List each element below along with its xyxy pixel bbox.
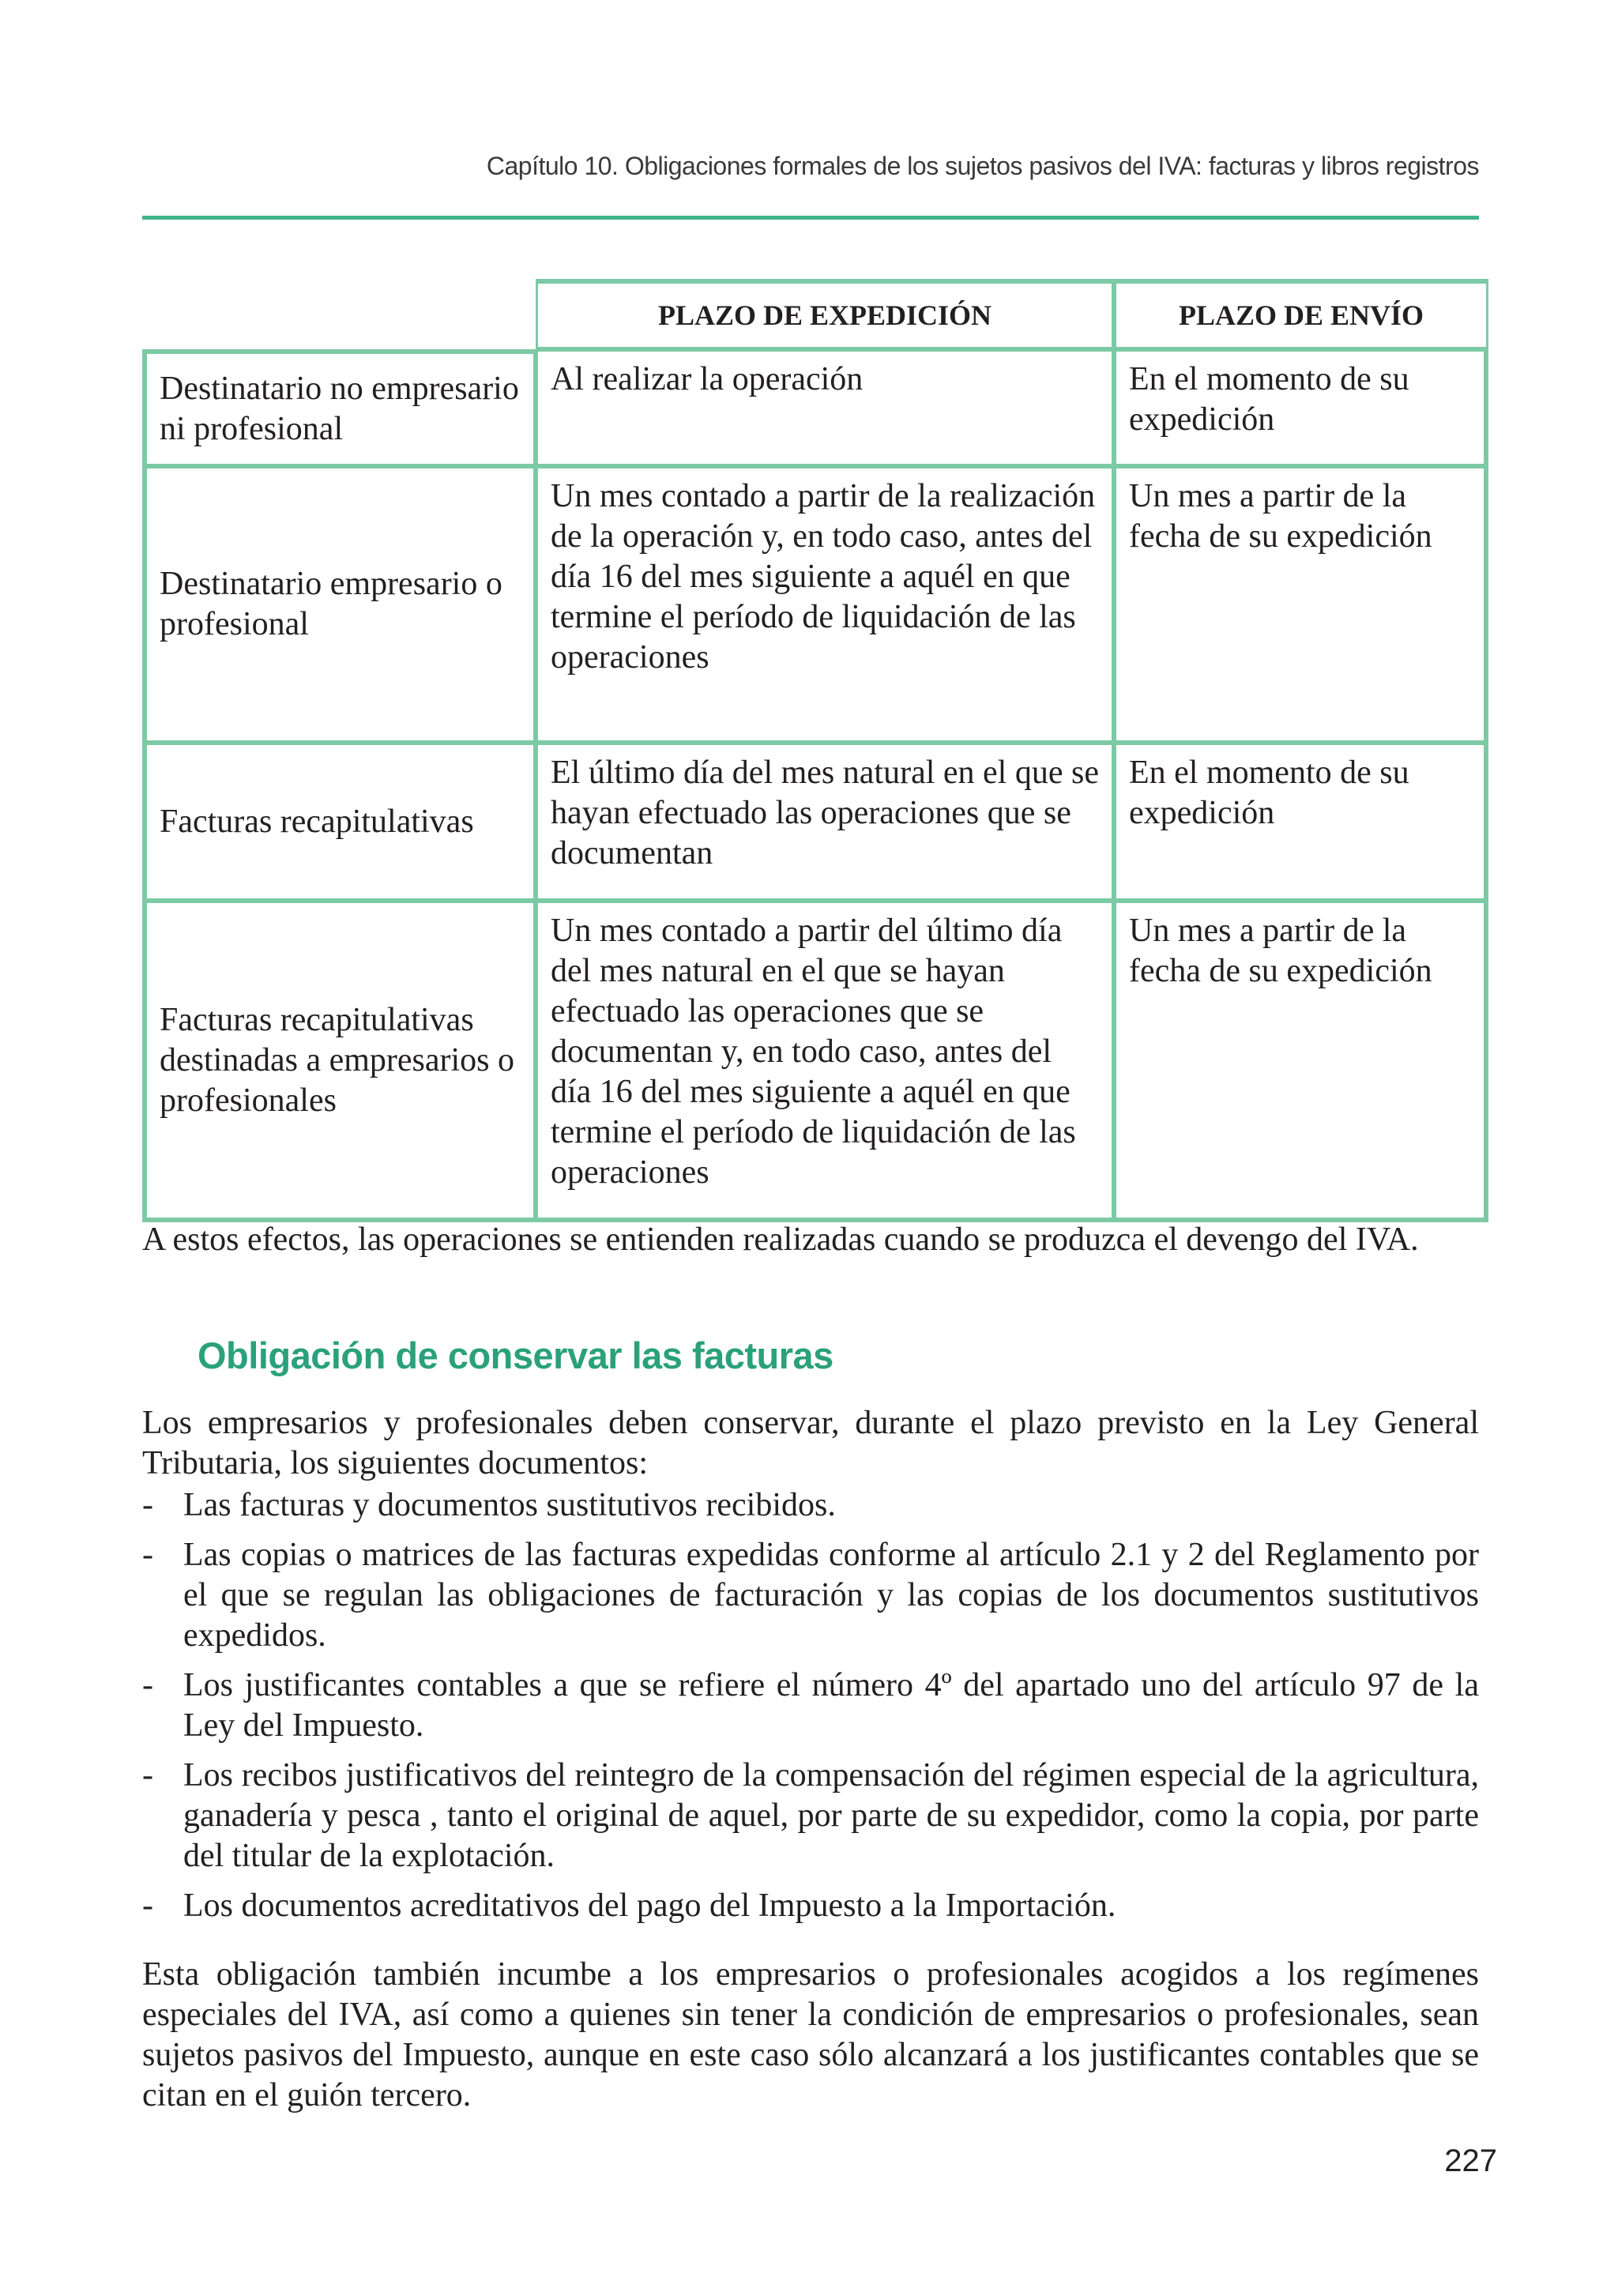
table-corner-cell: [142, 279, 536, 349]
section-heading: Obligación de conservar las facturas: [198, 1334, 833, 1376]
cell-envio: En el momento de su expedición: [1114, 743, 1488, 901]
list-marker: -: [142, 1537, 153, 1573]
column-header-expedicion: PLAZO DE EXPEDICIÓN: [536, 279, 1114, 349]
cell-envio: Un mes a partir de la fecha de su expedición: [1114, 466, 1488, 743]
cell-expedicion: Un mes contado a partir de la realización de la operación y, en todo caso, antes del día 16 del mes siguiente a aquél en que termine el período de liquidación de las operaciones: [536, 466, 1114, 743]
list-marker: -: [142, 1667, 153, 1703]
row-label: Facturas recapitulativas: [142, 743, 536, 901]
section-intro: Los empresarios y profesionales deben conservar, durante el plazo previsto en la Ley General Tributaria, los siguientes documentos:: [142, 1405, 1479, 1481]
cell-expedicion: Al realizar la operación: [536, 349, 1114, 466]
closing-paragraph: Esta obligación también incumbe a los empresarios o profesionales acogidos a los regímenes especiales del IVA, así como a quienes sin tener la condición de empresarios o profesionales, sean sujetos pasivos del Impuesto, aunque en este caso sólo alcanzará a los justificantes contables que se citan en el guión tercero.: [142, 1956, 1479, 2113]
table-header-row: [142, 279, 1488, 349]
table-row: [142, 466, 1488, 743]
cell-expedicion: Un mes contado a partir del último día del mes natural en el que se hayan efectuado las operaciones que se documentan y, en todo caso, antes del día 16 del mes siguiente a aquél en que termine el período de liquidación de las operaciones: [536, 901, 1114, 1222]
list-item-text: Los recibos justificativos del reintegro de la compensación del régimen especial de la agricultura, ganadería y pesca , tanto el original de aquel, por parte de su expedidor, como la copia, por parte del titular de la explotación.: [183, 1757, 1479, 1874]
table-row: [142, 349, 1488, 466]
header-rule: [142, 216, 1479, 220]
list-item: [142, 1886, 1479, 1926]
row-label: Facturas recapitulativas destinadas a empresarios o profesionales: [142, 901, 536, 1222]
row-label: Destinatario no empresario ni profesional: [142, 349, 536, 466]
list-marker: -: [142, 1757, 153, 1794]
list-item: [142, 1666, 1479, 1746]
list-item-text: Los documentos acreditativos del pago del Impuesto a la Importación.: [183, 1888, 1116, 1924]
after-table-paragraph: A estos efectos, las operaciones se entienden realizadas cuando se produzca el devengo del IVA.: [142, 1221, 1419, 1258]
list-item-text: Los justificantes contables a que se refiere el número 4º del apartado uno del artículo 97 de la Ley del Impuesto.: [183, 1667, 1479, 1744]
table-row: [142, 901, 1488, 1222]
cell-envio: En el momento de su expedición: [1114, 349, 1488, 466]
cell-expedicion: El último día del mes natural en el que se hayan efectuado las operaciones que se documentan: [536, 743, 1114, 901]
page-number: 227: [1444, 2144, 1497, 2178]
documents-list: [142, 1485, 1479, 1936]
table-row: [142, 743, 1488, 901]
list-item: [142, 1485, 1479, 1526]
cell-envio: Un mes a partir de la fecha de su expedición: [1114, 901, 1488, 1222]
list-marker: -: [142, 1888, 153, 1924]
list-item: [142, 1756, 1479, 1876]
list-item-text: Las facturas y documentos sustitutivos recibidos.: [183, 1487, 836, 1523]
running-header: Capítulo 10. Obligaciones formales de los sujetos pasivos del IVA: facturas y libros registros: [486, 152, 1479, 180]
row-label: Destinatario empresario o profesional: [142, 466, 536, 743]
plazos-table: [142, 279, 1488, 1222]
list-item: [142, 1535, 1479, 1656]
list-marker: -: [142, 1487, 153, 1523]
list-item-text: Las copias o matrices de las facturas expedidas conforme al artículo 2.1 y 2 del Reglamento por el que se regulan las obligaciones de facturación y las copias de los documentos sustitutivos expedidos.: [183, 1537, 1479, 1654]
column-header-envio: PLAZO DE ENVÍO: [1114, 279, 1488, 349]
